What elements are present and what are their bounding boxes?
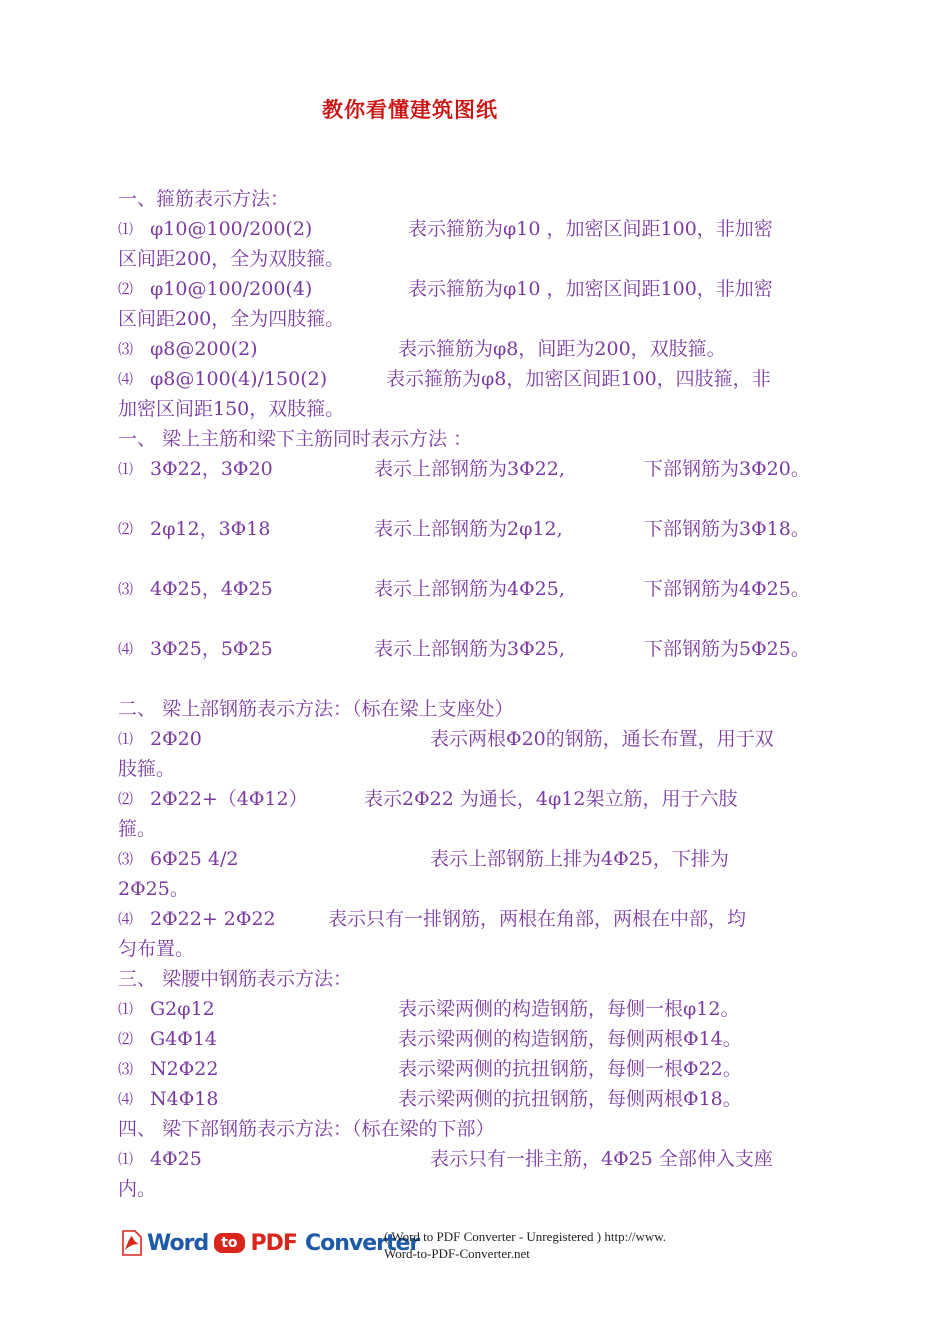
notation-description: 表示上部钢筋为3Φ22, bbox=[374, 458, 565, 480]
notation-description: 表示梁两侧的抗扭钢筋，每侧一根Φ22。 bbox=[398, 1058, 742, 1080]
section-heading: 一、 梁上主筋和梁下主筋同时表示方法 ： bbox=[118, 428, 473, 450]
notation-description: 表示上部钢筋为3Φ25, bbox=[374, 638, 565, 660]
notation-description: 表示梁两侧的构造钢筋，每侧一根φ12。 bbox=[398, 998, 740, 1020]
rebar-notation: 6Φ25 4/2 bbox=[150, 848, 239, 870]
notation-description-lower: 下部钢筋为5Φ25。 bbox=[644, 638, 810, 660]
rebar-notation: N4Φ18 bbox=[150, 1088, 219, 1110]
item-number: ⑷ bbox=[118, 1090, 134, 1108]
notation-description: 表示上部钢筋上排为4Φ25，下排为 bbox=[430, 848, 729, 870]
text-line: 加密区间距150，双肢箍。 bbox=[118, 398, 345, 420]
text-line: 区间距200，全为双肢箍。 bbox=[118, 248, 345, 270]
item-number: ⑶ bbox=[118, 340, 134, 358]
item-number: ⑵ bbox=[118, 280, 134, 298]
notation-description: 表示箍筋为φ10 ，加密区间距100，非加密 bbox=[408, 218, 773, 240]
item-number: ⑵ bbox=[118, 1030, 134, 1048]
rebar-notation: 2φ12，3Φ18 bbox=[150, 518, 271, 540]
rebar-notation: 2Φ22+ 2Φ22 bbox=[150, 908, 276, 930]
logo-pdf-text: PDF bbox=[250, 1230, 297, 1256]
notation-description: 表示2Φ22 为通长，4φ12架立筋，用于六肢 bbox=[364, 788, 738, 810]
item-number: ⑴ bbox=[118, 730, 134, 748]
text-line: 2Φ25。 bbox=[118, 878, 189, 900]
notation-description: 表示两根Φ20的钢筋，通长布置，用于双 bbox=[430, 728, 774, 750]
unregistered-note-line1: ( Word to PDF Converter - Unregistered ) http://www. bbox=[384, 1229, 667, 1244]
text-line: 肢箍。 bbox=[118, 758, 176, 780]
notation-description: 表示上部钢筋为2φ12, bbox=[374, 518, 563, 540]
document-title: 教你看懂建筑图纸 bbox=[322, 97, 498, 122]
item-number: ⑶ bbox=[118, 850, 134, 868]
section-heading: 四、 梁下部钢筋表示方法：（标在梁的下部） bbox=[118, 1118, 495, 1140]
unregistered-note-line2: Word-to-PDF-Converter.net bbox=[384, 1246, 530, 1261]
notation-description-lower: 下部钢筋为3Φ18。 bbox=[644, 518, 810, 540]
item-number: ⑵ bbox=[118, 790, 134, 808]
rebar-notation: φ8@100(4)/150(2) bbox=[150, 368, 328, 390]
section-heading: 三、 梁腰中钢筋表示方法： bbox=[118, 968, 353, 990]
text-line: 箍。 bbox=[118, 818, 157, 840]
item-number: ⑶ bbox=[118, 580, 134, 598]
rebar-notation: N2Φ22 bbox=[150, 1058, 219, 1080]
item-number: ⑴ bbox=[118, 220, 134, 238]
notation-description: 表示只有一排钢筋，两根在角部，两根在中部，均 bbox=[328, 908, 747, 930]
rebar-notation: G4Φ14 bbox=[150, 1028, 218, 1050]
logo-converter-text: Converter bbox=[304, 1230, 420, 1256]
text-line: 区间距200，全为四肢箍。 bbox=[118, 308, 345, 330]
item-number: ⑷ bbox=[118, 640, 134, 658]
logo-word-text: Word bbox=[147, 1230, 209, 1256]
rebar-notation: φ10@100/200(4) bbox=[150, 278, 313, 300]
notation-description: 表示梁两侧的构造钢筋，每侧两根Φ14。 bbox=[398, 1028, 742, 1050]
item-number: ⑴ bbox=[118, 1150, 134, 1168]
item-number: ⑷ bbox=[118, 910, 134, 928]
item-number: ⑴ bbox=[118, 460, 134, 478]
pdf-document-icon bbox=[120, 1230, 144, 1256]
unregistered-note bbox=[384, 1228, 666, 1262]
notation-description: 表示箍筋为φ8，间距为200，双肢箍。 bbox=[398, 338, 726, 360]
item-number: ⑴ bbox=[118, 1000, 134, 1018]
rebar-notation: 3Φ25，5Φ25 bbox=[150, 638, 273, 660]
converter-logo bbox=[120, 1228, 419, 1258]
text-line: 匀布置。 bbox=[118, 938, 195, 960]
rebar-notation: φ10@100/200(2) bbox=[150, 218, 313, 240]
notation-description: 表示只有一排主筋，4Φ25 全部伸入支座 bbox=[430, 1148, 773, 1170]
notation-description: 表示箍筋为φ10 ，加密区间距100，非加密 bbox=[408, 278, 773, 300]
notation-description: 表示上部钢筋为4Φ25, bbox=[374, 578, 565, 600]
notation-description: 表示箍筋为φ8，加密区间距100，四肢箍，非 bbox=[386, 368, 771, 390]
rebar-notation: φ8@200(2) bbox=[150, 338, 258, 360]
notation-description-lower: 下部钢筋为3Φ20。 bbox=[644, 458, 810, 480]
item-number: ⑶ bbox=[118, 1060, 134, 1078]
item-number: ⑷ bbox=[118, 370, 134, 388]
notation-description-lower: 下部钢筋为4Φ25。 bbox=[644, 578, 810, 600]
rebar-notation: 2Φ20 bbox=[150, 728, 202, 750]
rebar-notation: 3Φ22，3Φ20 bbox=[150, 458, 273, 480]
section-heading: 二、 梁上部钢筋表示方法：（标在梁上支座处） bbox=[118, 698, 514, 720]
text-line: 内。 bbox=[118, 1178, 157, 1200]
section-heading: 一、箍筋表示方法： bbox=[118, 188, 290, 210]
rebar-notation: 4Φ25 bbox=[150, 1148, 202, 1170]
rebar-notation: 4Φ25，4Φ25 bbox=[150, 578, 273, 600]
rebar-notation: G2φ12 bbox=[150, 998, 215, 1020]
footer-watermark bbox=[120, 1226, 820, 1266]
rebar-notation: 2Φ22+（4Φ12） bbox=[150, 788, 308, 810]
item-number: ⑵ bbox=[118, 520, 134, 538]
logo-to-badge: to bbox=[214, 1233, 244, 1253]
notation-description: 表示梁两侧的抗扭钢筋，每侧两根Φ18。 bbox=[398, 1088, 742, 1110]
